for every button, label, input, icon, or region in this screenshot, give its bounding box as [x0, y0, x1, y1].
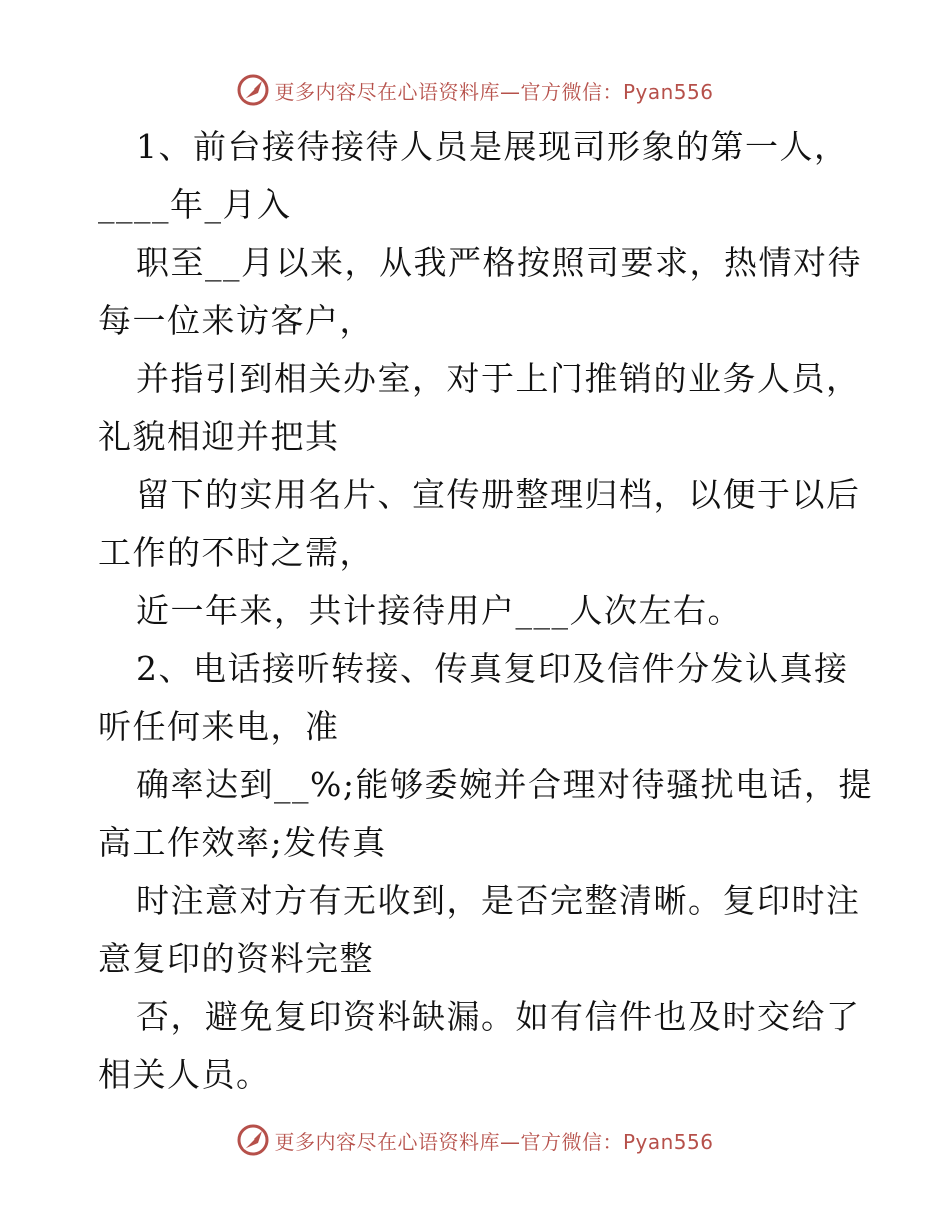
document-body	[98, 118, 873, 1104]
text-line: 相关人员。	[98, 1055, 271, 1094]
feather-pen-logo-icon	[236, 1123, 270, 1157]
header-watermark	[0, 70, 950, 110]
text-line: 工作的不时之需，	[98, 533, 374, 572]
feather-pen-logo-icon	[236, 73, 270, 107]
watermark-text: 更多内容尽在心语资料库—官方微信：Pyan556	[274, 79, 714, 104]
text-line: 每一位来访客户，	[98, 301, 374, 340]
text-line: 2、电话接听转接、传真复印及信件分发认真接	[136, 649, 849, 688]
watermark-text: 更多内容尽在心语资料库—官方微信：Pyan556	[274, 1129, 714, 1154]
text-line: 高工作效率;发传真	[98, 823, 387, 862]
text-line: 否，避免复印资料缺漏。如有信件也及时交给了	[136, 997, 861, 1036]
text-line: 意复印的资料完整	[98, 939, 374, 978]
footer-watermark	[0, 1120, 950, 1160]
text-line: 留下的实用名片、宣传册整理归档，以便于以后	[136, 475, 861, 514]
text-line: 近一年来，共计接待用户___人次左右。	[136, 591, 742, 630]
text-line: 时注意对方有无收到，是否完整清晰。复印时注	[136, 881, 861, 920]
text-line: 1、前台接待接待人员是展现司形象的第一人，	[136, 127, 849, 166]
text-line: 职至__月以来，从我严格按照司要求，热情对待	[136, 243, 862, 282]
text-line: 确率达到__%;能够委婉并合理对待骚扰电话，提	[136, 765, 873, 804]
text-line: 礼貌相迎并把其	[98, 417, 340, 456]
text-line: ____年_月入	[98, 185, 292, 224]
text-line: 并指引到相关办室，对于上门推销的业务人员，	[136, 359, 861, 398]
text-line: 听任何来电，准	[98, 707, 340, 746]
